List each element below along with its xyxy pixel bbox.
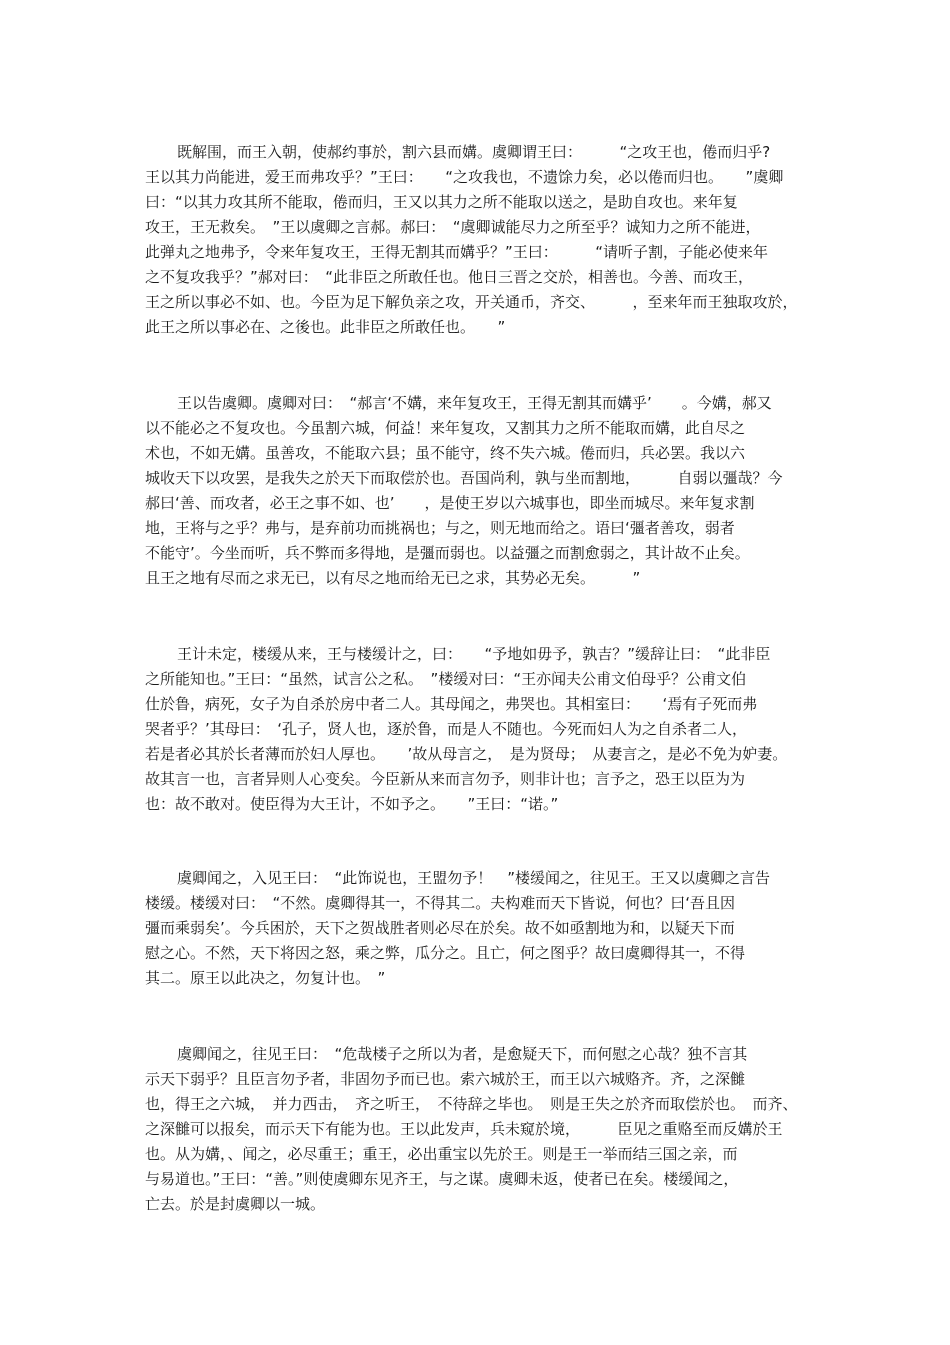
- text-line: 不能守’。今坐而听，兵不弊而多得地，是彊而弱也。以益彊之而割愈弱之，其计故不止矣。: [145, 544, 750, 562]
- text-line: 若是者必其於长者薄而於妇人厚也。 ’故从母言之， 是为贤母； 从妻言之，是必不免为妒妻。: [145, 745, 788, 763]
- text-line: 虞卿闻之，入见王曰： “此饰说也，王盟勿予！ ”楼缓闻之，往见王。王又以虞卿之言告: [177, 869, 771, 887]
- text-line: 郝曰‘善、而攻者，必王之事不如、也’ ，是使王岁以六城事也，即坐而城尽。来年复求割: [145, 494, 755, 512]
- text-line: 哭者乎？’其母曰： ‘孔子，贤人也，逐於鲁，而是人不随也。今死而妇人为之自杀者二人，: [145, 720, 748, 738]
- text-line: 此王之所以事必在、之後也。此非臣之所敢任也。 ”: [145, 318, 506, 336]
- text-line: 此弹丸之地弗予，令来年复攻王，王得无割其而媾乎？”王曰： “请听子割，子能必使来年: [145, 243, 769, 261]
- text-line: 既解围，而王入朝，使郝约事於，割六县而媾。虞卿谓王曰： “之攻王也，倦而归乎?: [177, 143, 771, 161]
- text-line: 地，王将与之乎？弗与，是弃前功而挑祸也；与之，则无地而给之。语曰‘彊者善攻，弱者: [145, 519, 735, 537]
- text-line: 之不复攻我乎？”郝对曰： “此非臣之所敢任也。他日三晋之交於，相善也。今善、而攻王，: [145, 268, 754, 286]
- text-line: 王计未定，楼缓从来，王与楼缓计之，曰： “予地如毋予，孰吉？”缓辞让曰： “此非臣: [177, 645, 771, 663]
- text-line: 与易道也。”王曰：“善。”则使虞卿东见齐王，与之谋。虞卿未返，使者已在矣。楼缓闻之，: [145, 1170, 739, 1188]
- text-line: 也：故不敢对。使臣得为大王计，不如予之。 ”王曰：“诺。”: [145, 795, 559, 813]
- text-line: 攻王，王无救矣。 ”王以虞卿之言郝。郝曰： “虞卿诚能尽力之所至乎？诚知力之所不能进，: [145, 218, 761, 236]
- text-line: 曰：“以其力攻其所不能取，倦而归，王又以其力之所不能取以送之，是助自攻也。来年复: [145, 193, 738, 211]
- text-line: 示天下弱乎？且臣言勿予者，非固勿予而已也。索六城於王，而王以六城赂齐。齐，之深雠: [145, 1070, 746, 1088]
- text-line: 王以告虞卿。虞卿对曰： “郝言‘不媾，来年复攻王，王得无割其而媾乎’ 。今媾，郝又: [177, 394, 772, 412]
- text-line: 城收天下以攻罢，是我失之於天下而取偿於也。吾国尚利，孰与坐而割地， 自弱以彊哉？今: [145, 469, 783, 487]
- text-line: 也。从为媾，、闻之，必尽重王；重王，必出重宝以先於王。则是王一举而结三国之亲，而: [145, 1145, 738, 1163]
- text-line: 亡去。於是封虞卿以一城。: [145, 1195, 326, 1213]
- text-line: 慰之心。不然，天下将因之怒，乘之弊，瓜分之。且亡，何之图乎？故曰虞卿得其一，不得: [145, 944, 746, 962]
- text-line: 彊而乘弱矣’。今兵困於，天下之贺战胜者则必尽在於矣。故不如亟割地为和，以疑天下而: [145, 919, 735, 937]
- text-line: 虞卿闻之，往见王曰： “危哉楼子之所以为者，是愈疑天下，而何慰之心哉？独不言其: [177, 1045, 748, 1063]
- text-line: 王之所以事必不如、也。今臣为足下解负亲之攻，开关通币，齐交、 ，至来年而王独取攻於，: [145, 293, 798, 311]
- text-line: 也，得王之六城， 并力西击， 齐之听王， 不待辞之毕也。 则是王失之於齐而取偿於也。 而齐、: [145, 1095, 798, 1113]
- text-line: 且王之地有尽而之求无已，以有尽之地而给无已之求，其势必无矣。 ”: [145, 569, 641, 587]
- text-line: 以不能必之不复攻也。今虽割六城，何益！来年复攻，又割其力之所不能取而媾，此自尽之: [145, 419, 746, 437]
- text-line: 其二。原王以此决之，勿复计也。 ”: [145, 969, 386, 987]
- text-line: 之深雠可以报矣，而示天下有能为也。王以此发声，兵未窥於境， 臣见之重赂至而反媾於王: [145, 1120, 783, 1138]
- text-line: 术也，不如无媾。虽善攻，不能取六县；虽不能守，终不失六城。倦而归，兵必罢。我以六: [145, 444, 746, 462]
- text-line: 之所能知也。”王曰：“虽然，试言公之私。 ”楼缓对曰：“王亦闻夫公甫文伯母乎？公甫文伯: [145, 670, 747, 688]
- text-line: 仕於鲁，病死，女子为自杀於房中者二人。其母闻之，弗哭也。其相室曰： ‘焉有子死而弗: [145, 695, 758, 713]
- text-line: 楼缓。楼缓对曰： “不然。虞卿得其一，不得其二。夫构难而天下皆说，何也？曰‘吾且因: [145, 894, 736, 912]
- text-line: 王以其力尚能进，爱王而弗攻乎？”王曰： “之攻我也，不遗馀力矣，必以倦而归也。 ”虞卿: [145, 168, 784, 186]
- text-line: 故其言一也，言者异则人心变矣。今臣新从来而言勿予，则非计也；言予之，恐王以臣为为: [145, 770, 746, 788]
